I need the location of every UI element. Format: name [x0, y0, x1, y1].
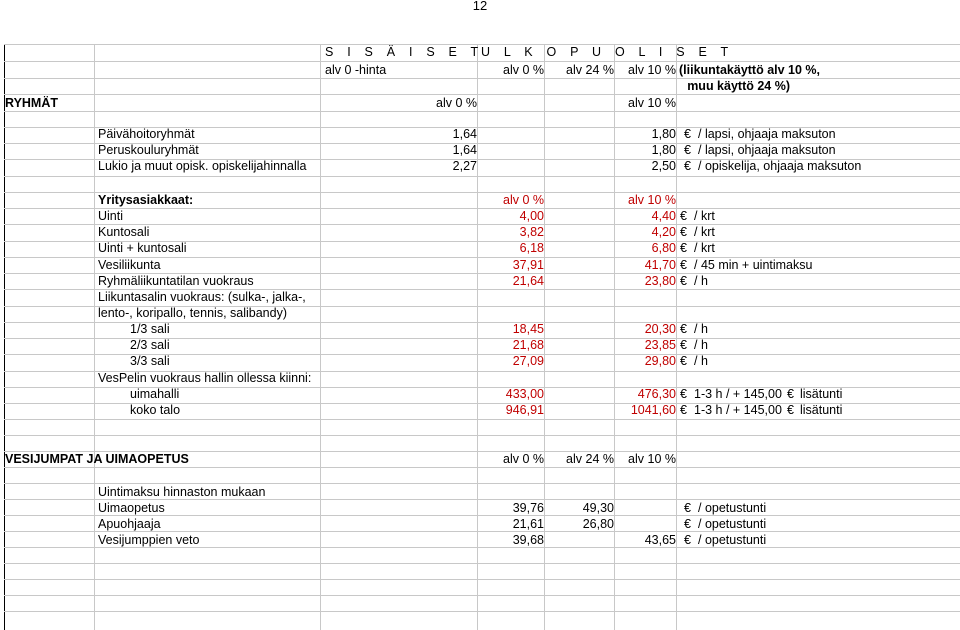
vesijumpat-row-label: Vesijumppien veto [98, 533, 200, 547]
ryhmat-row-label: Päivähoitoryhmät [98, 127, 195, 141]
sali-row-unit: / h [694, 322, 708, 336]
yritys-row-label: Kuntosali [98, 225, 150, 240]
vesijumpat-title: VESIJUMPAT JA UIMAOPETUS [5, 452, 189, 466]
ryhmat-row-unit: / opiskelija, ohjaaja maksuton [698, 159, 862, 173]
yritys-row-label: Ryhmäliikuntatilan vuokraus [98, 273, 254, 288]
yritys-row-unit: / krt [694, 241, 715, 256]
vesijumpat-intro: Uintimaksu hinnaston mukaan [98, 485, 266, 499]
vesijumpat-row-label: Uimaopetus [98, 501, 165, 515]
yritys-row-v1: 3,82 [519, 225, 544, 240]
vesijumpat-row-v3: 43,65 [644, 533, 676, 547]
halli-row-v1: 433,00 [505, 387, 544, 401]
vesijumpat-col2: alv 24 % [566, 452, 614, 466]
grid-row-line [4, 579, 960, 580]
yritys-row-v2: 23,80 [644, 273, 676, 288]
page-number: 12 [472, 0, 488, 13]
halli-row-v2: 476,30 [637, 387, 676, 401]
yritys-row-unit: / krt [694, 225, 715, 240]
euro-symbol: € [684, 533, 691, 547]
euro-symbol: € [680, 241, 687, 256]
yritys-row-v1: 4,00 [519, 209, 544, 223]
header-alv10: alv 10 % [628, 63, 676, 77]
sali-row-v1: 27,09 [512, 354, 544, 369]
ryhmat-row-v1: 1,64 [452, 143, 477, 157]
grid-row-line [4, 176, 960, 177]
vesijumpat-row-v1: 39,76 [512, 501, 544, 515]
yritys-row-v1: 37,91 [512, 257, 544, 272]
halli-row-unit-b: lisätunti [800, 387, 843, 401]
euro-symbol: € [684, 127, 691, 141]
sali-row-unit: / h [694, 338, 708, 353]
yritys-row-v2: 6,80 [651, 241, 676, 256]
grid-col-line [676, 44, 677, 630]
euro-symbol: € [680, 322, 687, 336]
ryhmat-row-v2: 2,50 [651, 159, 676, 173]
euro-symbol: € [680, 403, 687, 418]
halli-row-v1: 946,91 [505, 403, 544, 418]
liikuntasali-line2: lento-, koripallo, tennis, salibandy) [98, 306, 287, 320]
yritys-row-unit: / 45 min + uintimaksu [694, 257, 813, 272]
vesijumpat-row-unit: / opetustunti [698, 533, 767, 547]
ryhmat-row-unit: / lapsi, ohjaaja maksuton [698, 127, 836, 141]
vesijumpat-row-v1: 21,61 [512, 517, 544, 531]
yritys-row-v1: 6,18 [519, 241, 544, 256]
grid-col-line [94, 44, 95, 630]
euro-symbol: € [680, 354, 687, 369]
yritys-col1: alv 0 % [503, 193, 544, 207]
yritys-row-label: Uinti + kuntosali [98, 241, 187, 256]
grid-row-line [4, 435, 960, 436]
ryhmat-row-v1: 2,27 [452, 159, 477, 173]
yritys-row-v2: 4,20 [651, 225, 676, 240]
euro-symbol: € [680, 225, 687, 240]
sali-row-label: 2/3 sali [130, 338, 170, 353]
vesijumpat-row-unit: / opetustunti [698, 517, 767, 531]
grid-row-line [4, 94, 960, 95]
halli-row-unit-a: 1-3 h / + 145,00 [694, 403, 782, 418]
euro-symbol: € [680, 273, 687, 288]
euro-symbol: € [684, 143, 691, 157]
euro-symbol: € [787, 387, 794, 401]
ryhmat-title: RYHMÄT [5, 96, 59, 110]
header-alv0: alv 0 % [503, 63, 544, 77]
header-note-line1: (liikuntakäyttö alv 10 %, [679, 63, 821, 77]
ryhmat-row-label: Lukio ja muut opisk. opiskelijahinnalla [98, 159, 307, 173]
ryhmat-row-v2: 1,80 [651, 143, 676, 157]
grid-row-line [4, 78, 960, 79]
ryhmat-col1: alv 0 % [436, 96, 477, 110]
yritys-row-unit: / h [694, 273, 708, 288]
sali-row-v2: 20,30 [644, 322, 676, 336]
euro-symbol: € [684, 501, 691, 515]
euro-symbol: € [684, 159, 691, 173]
yritys-row-label: Vesiliikunta [98, 257, 161, 272]
euro-symbol: € [680, 387, 687, 401]
yritys-title: Yritysasiakkaat: [98, 193, 194, 207]
ryhmat-row-v1: 1,64 [452, 127, 477, 141]
ryhmat-col2: alv 10 % [628, 96, 676, 110]
header-sisaiset: S I S Ä I S E T [325, 45, 484, 59]
yritys-row-unit: / krt [694, 209, 715, 223]
header-ulkopuoliset: U L K O P U O L I S E T [481, 45, 734, 59]
liikuntasali-line1: Liikuntasalin vuokraus: (sulka-, jalka-, [98, 290, 306, 304]
header-alv0-hinta: alv 0 -hinta [325, 63, 387, 77]
vesijumpat-col3: alv 10 % [628, 452, 676, 466]
yritys-row-label: Uinti [98, 209, 124, 223]
grid-row-line [4, 467, 960, 468]
sali-row-label: 1/3 sali [130, 322, 170, 336]
euro-symbol: € [680, 338, 687, 353]
sali-row-v1: 18,45 [512, 322, 544, 336]
sali-row-v2: 23,85 [644, 338, 676, 353]
vesijumpat-row-v1: 39,68 [512, 533, 544, 547]
grid-row-line [4, 611, 960, 612]
halli-row-unit-b: lisätunti [800, 403, 843, 418]
sali-row-unit: / h [694, 354, 708, 369]
vesijumpat-row-v2: 26,80 [582, 517, 614, 531]
sali-row-v1: 21,68 [512, 338, 544, 353]
vesijumpat-row-v2: 49,30 [582, 501, 614, 515]
euro-symbol: € [787, 403, 794, 418]
halli-row-v2: 1041,60 [630, 403, 676, 418]
halli-row-label: uimahalli [130, 387, 180, 401]
grid-row-line [4, 419, 960, 420]
yritys-row-v1: 21,64 [512, 273, 544, 288]
grid-row-line [4, 111, 960, 112]
header-note-line2: muu käyttö 24 %) [687, 79, 790, 93]
yritys-row-v2: 4,40 [651, 209, 676, 223]
header-alv24: alv 24 % [566, 63, 614, 77]
ryhmat-row-v2: 1,80 [651, 127, 676, 141]
euro-symbol: € [680, 209, 687, 223]
euro-symbol: € [684, 517, 691, 531]
vesijumpat-row-unit: / opetustunti [698, 501, 767, 515]
ryhmat-row-unit: / lapsi, ohjaaja maksuton [698, 143, 836, 157]
vesijumpat-col1: alv 0 % [503, 452, 544, 466]
grid-row-line [4, 563, 960, 564]
vesijumpat-row-label: Apuohjaaja [98, 517, 161, 531]
grid-row-line [4, 595, 960, 596]
vespelin-label: VesPelin vuokraus hallin ollessa kiinni: [98, 371, 312, 385]
halli-row-label: koko talo [130, 403, 181, 418]
halli-row-unit-a: 1-3 h / + 145,00 [694, 387, 782, 401]
yritys-row-v2: 41,70 [644, 257, 676, 272]
euro-symbol: € [680, 257, 687, 272]
yritys-col2: alv 10 % [628, 193, 676, 207]
sali-row-v2: 29,80 [644, 354, 676, 369]
sali-row-label: 3/3 sali [130, 354, 170, 369]
ryhmat-row-label: Peruskouluryhmät [98, 143, 199, 157]
